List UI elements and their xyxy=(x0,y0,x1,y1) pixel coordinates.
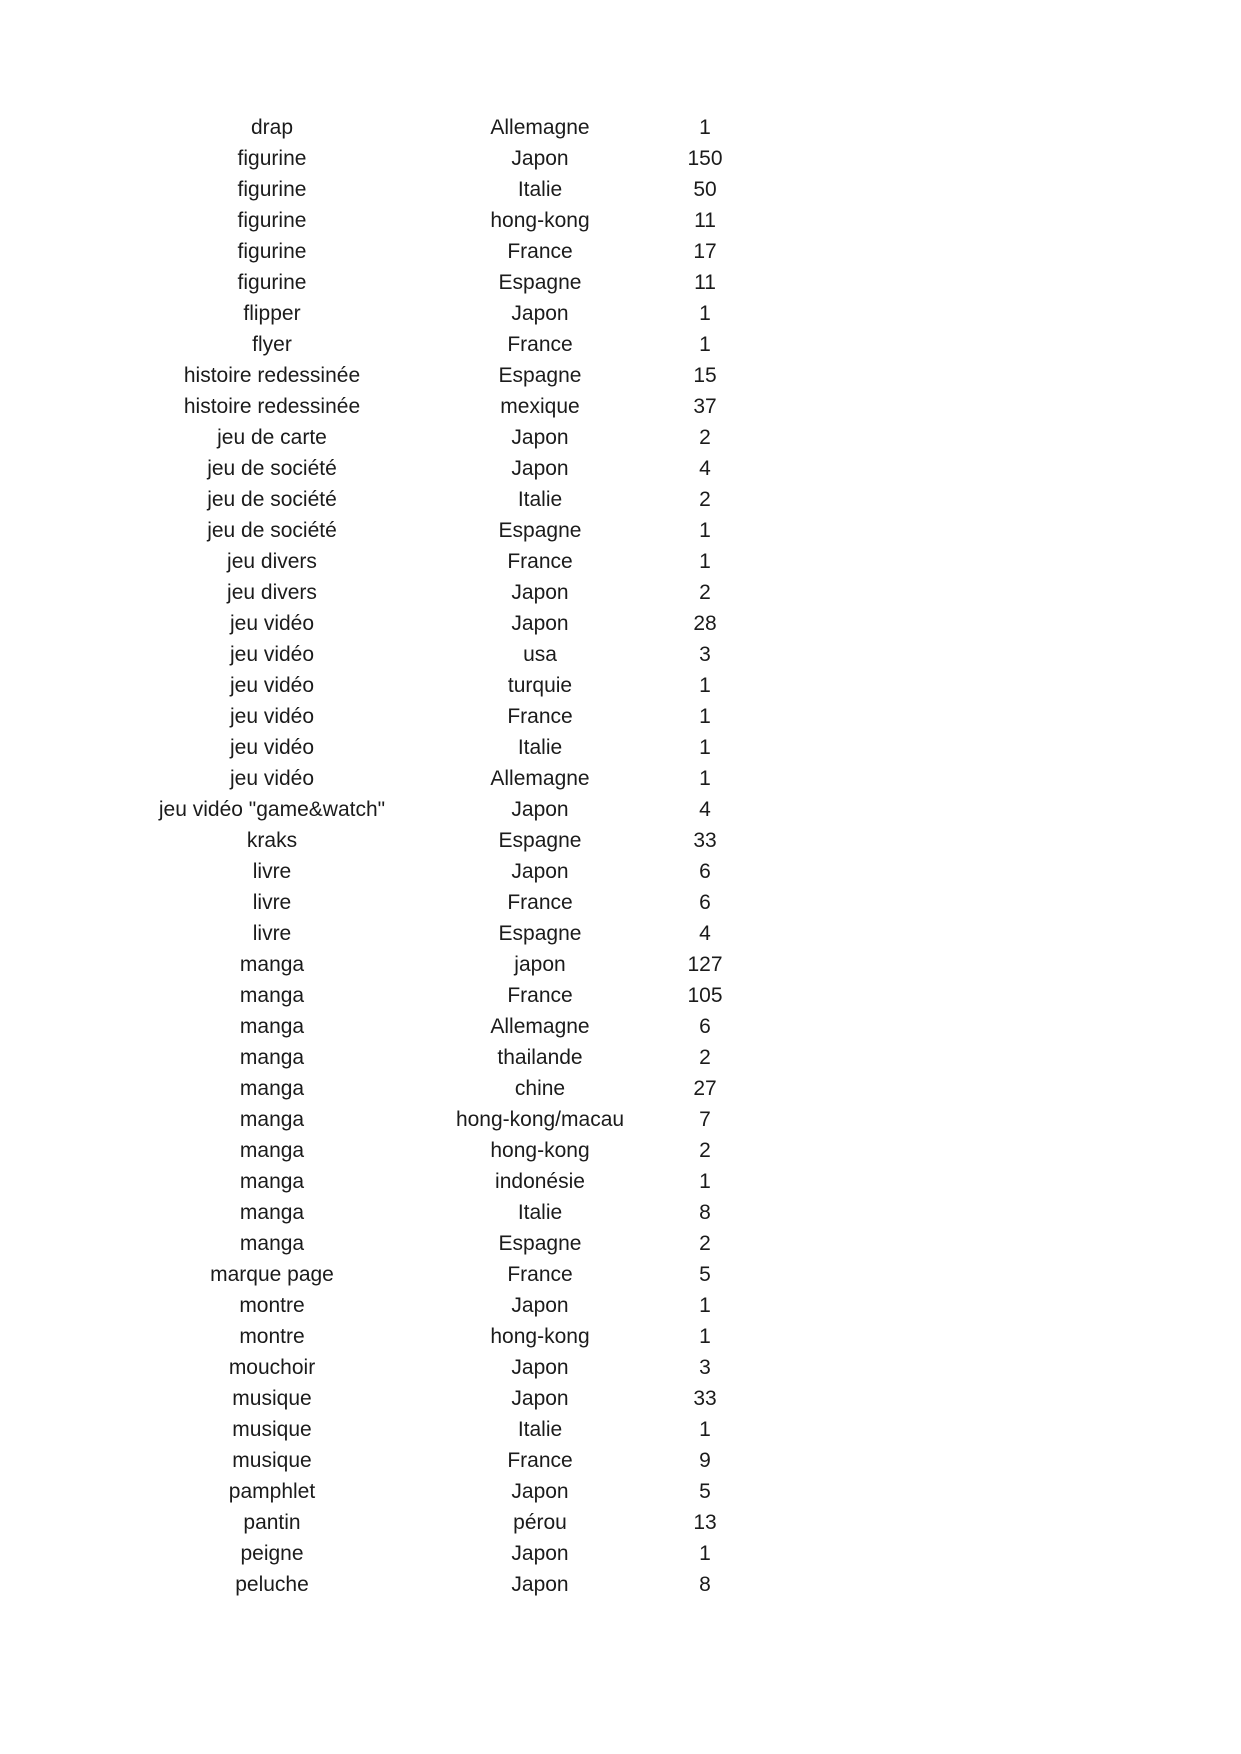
table-row xyxy=(120,608,754,639)
table-row xyxy=(120,329,754,360)
country-cell: France xyxy=(507,550,573,573)
count-cell: 27 xyxy=(693,1077,717,1100)
item-cell: livre xyxy=(252,891,292,914)
table-row xyxy=(120,918,754,949)
item-cell: musique xyxy=(232,1418,312,1441)
country-cell: Japon xyxy=(511,1542,569,1565)
count-cell: 37 xyxy=(693,395,717,418)
country-cell: Espagne xyxy=(498,829,582,852)
count-cell: 1 xyxy=(699,1170,711,1193)
table-row xyxy=(120,732,754,763)
country-cell: Japon xyxy=(511,1356,569,1379)
country-cell: France xyxy=(507,984,573,1007)
item-cell: jeu divers xyxy=(227,550,317,573)
table-row xyxy=(120,422,754,453)
table-row xyxy=(120,1197,754,1228)
country-cell: turquie xyxy=(507,674,573,697)
table-row xyxy=(120,484,754,515)
table-row xyxy=(120,1538,754,1569)
item-cell: jeu divers xyxy=(227,581,317,604)
item-cell: manga xyxy=(239,984,305,1007)
country-cell: Japon xyxy=(511,798,569,821)
count-cell: 17 xyxy=(693,240,717,263)
count-cell: 4 xyxy=(699,922,711,945)
count-cell: 2 xyxy=(699,488,711,511)
table-row xyxy=(120,887,754,918)
country-cell: Espagne xyxy=(498,271,582,294)
count-cell: 1 xyxy=(699,767,711,790)
table-row xyxy=(120,1073,754,1104)
country-cell: Italie xyxy=(517,488,563,511)
country-cell: Japon xyxy=(511,1294,569,1317)
table-row xyxy=(120,112,754,143)
item-cell: jeu de carte xyxy=(217,426,327,449)
table-row xyxy=(120,1321,754,1352)
count-cell: 127 xyxy=(687,953,723,976)
count-cell: 6 xyxy=(699,1015,711,1038)
item-cell: manga xyxy=(239,1139,305,1162)
country-cell: France xyxy=(507,891,573,914)
country-cell: Espagne xyxy=(498,1232,582,1255)
item-cell: manga xyxy=(239,1232,305,1255)
table-row xyxy=(120,1259,754,1290)
item-cell: jeu de société xyxy=(207,488,337,511)
count-cell: 150 xyxy=(687,147,723,170)
country-cell: France xyxy=(507,333,573,356)
item-cell: livre xyxy=(252,860,292,883)
item-cell: manga xyxy=(239,1108,305,1131)
table-row xyxy=(120,670,754,701)
table-row xyxy=(120,1445,754,1476)
table-row xyxy=(120,1011,754,1042)
item-cell: histoire redessinée xyxy=(183,364,361,387)
count-cell: 2 xyxy=(699,1046,711,1069)
table-row xyxy=(120,360,754,391)
count-cell: 105 xyxy=(687,984,723,1007)
count-cell: 11 xyxy=(694,271,716,294)
country-cell: usa xyxy=(523,643,557,666)
item-cell: pamphlet xyxy=(228,1480,316,1503)
country-cell: Japon xyxy=(511,860,569,883)
table-row xyxy=(120,1166,754,1197)
count-cell: 1 xyxy=(699,705,711,728)
count-cell: 3 xyxy=(699,1356,711,1379)
count-cell: 1 xyxy=(699,116,711,139)
table-row xyxy=(120,1383,754,1414)
count-cell: 50 xyxy=(693,178,717,201)
table-row xyxy=(120,577,754,608)
count-cell: 1 xyxy=(699,302,711,325)
count-cell: 8 xyxy=(699,1201,711,1224)
table-row xyxy=(120,205,754,236)
item-cell: pantin xyxy=(243,1511,301,1534)
count-cell: 7 xyxy=(699,1108,711,1131)
country-cell: hong-kong xyxy=(490,209,590,232)
country-cell: japon xyxy=(514,953,566,976)
count-cell: 28 xyxy=(693,612,717,635)
country-cell: France xyxy=(507,240,573,263)
item-cell: manga xyxy=(239,1077,305,1100)
count-cell: 13 xyxy=(693,1511,717,1534)
item-cell: manga xyxy=(239,1170,305,1193)
count-cell: 2 xyxy=(699,426,711,449)
country-cell: Japon xyxy=(511,147,569,170)
item-cell: jeu de société xyxy=(207,519,337,542)
item-cell: jeu vidéo xyxy=(229,643,315,666)
table-row xyxy=(120,236,754,267)
country-cell: hong-kong xyxy=(490,1325,590,1348)
country-cell: Italie xyxy=(517,178,563,201)
country-cell: Italie xyxy=(517,736,563,759)
count-cell: 5 xyxy=(699,1480,711,1503)
item-cell: figurine xyxy=(237,240,307,263)
country-cell: Allemagne xyxy=(490,1015,590,1038)
country-cell: Japon xyxy=(511,1573,569,1596)
count-cell: 3 xyxy=(699,643,711,666)
table-row xyxy=(120,1228,754,1259)
table-row xyxy=(120,1104,754,1135)
item-cell: peluche xyxy=(235,1573,309,1596)
country-cell: Italie xyxy=(517,1201,563,1224)
country-cell: indonésie xyxy=(495,1170,585,1193)
count-cell: 1 xyxy=(699,736,711,759)
item-cell: mouchoir xyxy=(228,1356,316,1379)
item-cell: marque page xyxy=(210,1263,334,1286)
country-cell: Japon xyxy=(511,426,569,449)
item-cell: figurine xyxy=(237,178,307,201)
count-cell: 15 xyxy=(693,364,717,387)
count-cell: 4 xyxy=(699,798,711,821)
item-cell: manga xyxy=(239,1046,305,1069)
item-cell: jeu vidéo xyxy=(229,736,315,759)
count-cell: 33 xyxy=(693,829,717,852)
item-cell: figurine xyxy=(237,271,307,294)
count-cell: 6 xyxy=(699,891,711,914)
count-cell: 1 xyxy=(699,1294,711,1317)
table-row xyxy=(120,391,754,422)
count-cell: 8 xyxy=(699,1573,711,1596)
count-cell: 2 xyxy=(699,1139,711,1162)
table-row xyxy=(120,980,754,1011)
item-cell: flyer xyxy=(252,333,292,356)
count-cell: 1 xyxy=(699,519,711,542)
count-cell: 11 xyxy=(694,209,716,232)
country-cell: pérou xyxy=(513,1511,567,1534)
item-cell: drap xyxy=(250,116,294,139)
count-cell: 1 xyxy=(699,333,711,356)
item-cell: jeu vidéo xyxy=(229,674,315,697)
count-cell: 4 xyxy=(699,457,711,480)
country-cell: Japon xyxy=(511,1387,569,1410)
country-cell: hong-kong xyxy=(490,1139,590,1162)
country-cell: chine xyxy=(514,1077,566,1100)
country-cell: hong-kong/macau xyxy=(455,1108,625,1131)
table-row xyxy=(120,546,754,577)
country-cell: thailande xyxy=(497,1046,583,1069)
count-cell: 2 xyxy=(699,581,711,604)
count-cell: 1 xyxy=(699,1325,711,1348)
country-cell: Italie xyxy=(517,1418,563,1441)
table-row xyxy=(120,298,754,329)
items-table xyxy=(120,112,754,1600)
item-cell: manga xyxy=(239,1015,305,1038)
item-cell: kraks xyxy=(246,829,298,852)
table-row xyxy=(120,825,754,856)
item-cell: montre xyxy=(239,1294,305,1317)
item-cell: jeu vidéo xyxy=(229,705,315,728)
table-row xyxy=(120,1507,754,1538)
table-row xyxy=(120,794,754,825)
table-row xyxy=(120,856,754,887)
country-cell: France xyxy=(507,1263,573,1286)
table-row xyxy=(120,143,754,174)
item-cell: histoire redessinée xyxy=(183,395,361,418)
table-row xyxy=(120,1135,754,1166)
item-cell: jeu vidéo xyxy=(229,767,315,790)
count-cell: 1 xyxy=(699,550,711,573)
count-cell: 1 xyxy=(699,674,711,697)
table-row xyxy=(120,701,754,732)
item-cell: manga xyxy=(239,953,305,976)
country-cell: France xyxy=(507,1449,573,1472)
country-cell: Japon xyxy=(511,457,569,480)
table-row xyxy=(120,1290,754,1321)
item-cell: peigne xyxy=(240,1542,304,1565)
country-cell: Japon xyxy=(511,1480,569,1503)
item-cell: jeu vidéo "game&watch" xyxy=(158,798,386,821)
item-cell: musique xyxy=(232,1387,312,1410)
count-cell: 9 xyxy=(699,1449,711,1472)
table-row xyxy=(120,453,754,484)
table-row xyxy=(120,1476,754,1507)
item-cell: montre xyxy=(239,1325,305,1348)
country-cell: Allemagne xyxy=(490,767,590,790)
item-cell: manga xyxy=(239,1201,305,1224)
table-row xyxy=(120,267,754,298)
country-cell: Japon xyxy=(511,302,569,325)
country-cell: Espagne xyxy=(498,922,582,945)
item-cell: figurine xyxy=(237,147,307,170)
table-row xyxy=(120,949,754,980)
table-row xyxy=(120,515,754,546)
country-cell: mexique xyxy=(500,395,580,418)
count-cell: 5 xyxy=(699,1263,711,1286)
country-cell: Espagne xyxy=(498,519,582,542)
country-cell: Japon xyxy=(511,612,569,635)
country-cell: Espagne xyxy=(498,364,582,387)
table-row xyxy=(120,763,754,794)
item-cell: jeu vidéo xyxy=(229,612,315,635)
item-cell: figurine xyxy=(237,209,307,232)
count-cell: 1 xyxy=(699,1418,711,1441)
table-row xyxy=(120,1042,754,1073)
count-cell: 2 xyxy=(699,1232,711,1255)
count-cell: 33 xyxy=(693,1387,717,1410)
table-row xyxy=(120,174,754,205)
item-cell: musique xyxy=(232,1449,312,1472)
country-cell: France xyxy=(507,705,573,728)
country-cell: Allemagne xyxy=(490,116,590,139)
country-cell: Japon xyxy=(511,581,569,604)
table-row xyxy=(120,1352,754,1383)
item-cell: flipper xyxy=(243,302,301,325)
item-cell: livre xyxy=(252,922,292,945)
count-cell: 6 xyxy=(699,860,711,883)
count-cell: 1 xyxy=(699,1542,711,1565)
table-row xyxy=(120,1569,754,1600)
item-cell: jeu de société xyxy=(207,457,337,480)
table-row xyxy=(120,1414,754,1445)
table-row xyxy=(120,639,754,670)
